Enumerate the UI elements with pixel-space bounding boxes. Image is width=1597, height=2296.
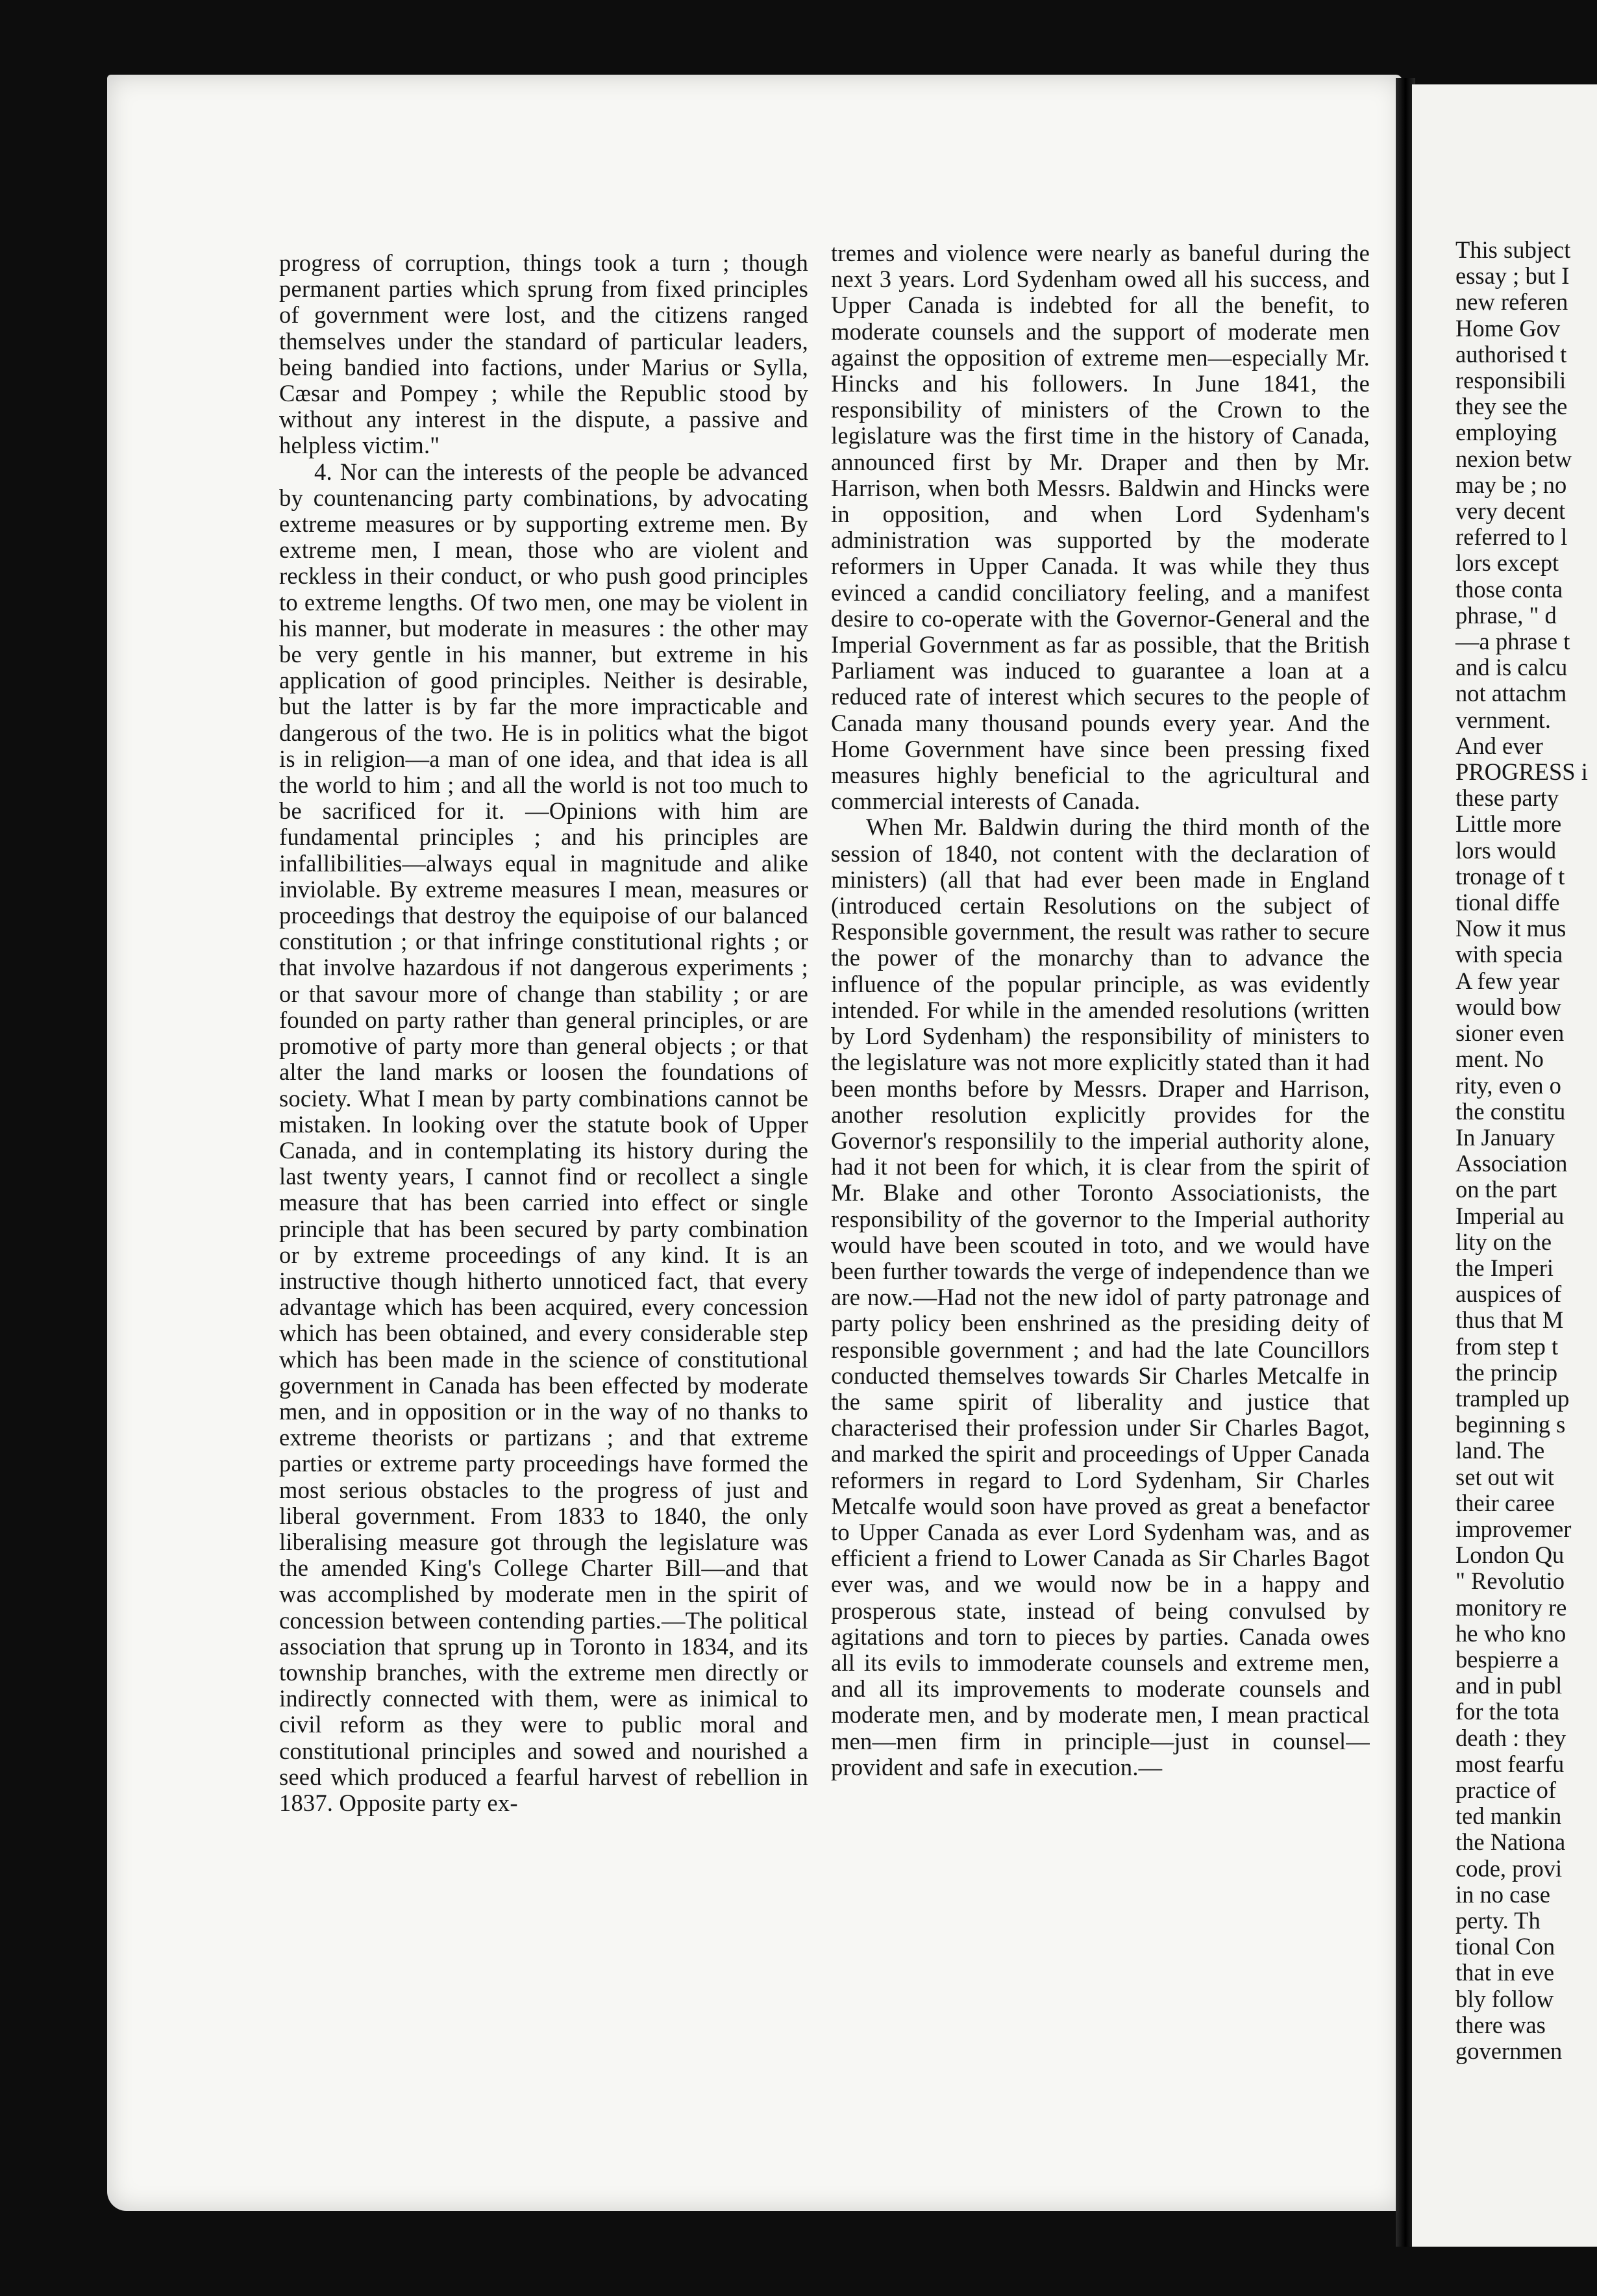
text-line: from step t <box>1455 1332 1559 1360</box>
text-line: And ever <box>1455 732 1543 759</box>
text-line: those conta <box>1455 575 1563 603</box>
text-line: ted mankin <box>1455 1803 1562 1830</box>
text-line: In January <box>1455 1123 1555 1151</box>
text-line: on the part <box>1455 1176 1557 1203</box>
text-column-3-cropped <box>1455 237 1597 2064</box>
text-line: tional diffe <box>1455 889 1560 916</box>
text-line: there was <box>1455 2011 1546 2038</box>
text-line: sioner even <box>1455 1019 1565 1047</box>
text-line: most fearfu <box>1455 1750 1565 1777</box>
text-line: and in publ <box>1455 1672 1563 1699</box>
text-line: Imperial au <box>1455 1202 1565 1229</box>
text-line: death : they <box>1455 1724 1566 1751</box>
text-line: rity, even o <box>1455 1071 1561 1099</box>
text-line: land. The <box>1455 1437 1545 1464</box>
paragraph: progress of corruption, things took a turn ; though permanent parties which sprung from fixed principles of government were lost, and the citizens ranged themselves under the standard of particular leaders, being bandied into factions, under Marius or Sylla, Cæsar and Pompey ; while the Republic stood by without any interest in the dispute, a passive and helpless victim." <box>279 249 808 459</box>
text-line: nexion betw <box>1455 445 1572 472</box>
text-line: lors would <box>1455 836 1557 864</box>
text-line: set out wit <box>1455 1463 1555 1490</box>
text-line: their caree <box>1455 1489 1555 1516</box>
text-line: bly follow <box>1455 1985 1554 2012</box>
text-line: the Nationa <box>1455 1828 1566 1856</box>
text-line: Home Gov <box>1455 314 1561 342</box>
text-line: would bow <box>1455 993 1562 1020</box>
text-line: essay ; but I <box>1455 262 1570 290</box>
text-line: and is calcu <box>1455 654 1568 681</box>
paragraph: When Mr. Baldwin during the third month of the session of 1840, not content with the declaration of ministers) (all that had ever been made in England (introduced certain Resolutions on the subject of Responsible government, the result was rather to secure the power of the monarchy than to advance the influence of the popular principle, as was evidently intended. For while in the amended resolutions (written by Lord Sydenham) the responsibility of ministers to the legislature was not more explicitly stated than it had been months before by Messrs. Draper and Harrison, another resolution explicitly provides for the Governor's responsilily to the imperial authority alone, had it not been for which, it is clear from the spirit of Mr. Blake and other Toronto Associationists, the responsibility of the governor to the Imperial authority would have been scouted in toto, and we would have been further towards the verge of independence than we are now.—Had not the new idol of party patronage and party policy been enshrined as the presiding deity of responsible government ; and had the late Councillors conducted themselves towards Sir Charles Metcalfe in the same spirit of liberality and justice that characterised their profession under Sir Charles Bagot, and marked the spirit and proceedings of Upper Canada reformers in regard to Lord Sydenham, Sir Charles Metcalfe would soon have proved as great a benefactor to Upper Canada as ever Lord Sydenham was, and as efficient a friend to Lower Canada as Sir Charles Bagot ever was, and we would now be in a happy and prosperous state, instead of being convulsed by agitations and torn to pieces by parties. Canada owes all its evils to immoderate counsels and extreme men, and all its improvements to moderate counsels and moderate men, and by moderate men, I mean practical men—men firm in principle—just in counsel—provident and safe in execution.— <box>831 814 1370 1780</box>
text-line: perty. Th <box>1455 1907 1541 1934</box>
text-line: with specia <box>1455 941 1563 968</box>
text-line: the Imperi <box>1455 1254 1554 1281</box>
text-line: tronage of t <box>1455 862 1565 890</box>
text-line: improvemer <box>1455 1515 1572 1542</box>
text-line: trampled up <box>1455 1384 1570 1412</box>
text-line: monitory re <box>1455 1593 1567 1621</box>
text-line: that in eve <box>1455 1959 1555 1986</box>
text-line: employing <box>1455 419 1557 446</box>
text-line: A few year <box>1455 967 1560 994</box>
text-line: lity on the <box>1455 1228 1552 1255</box>
text-line: tional Con <box>1455 1933 1555 1960</box>
text-line: Now it mus <box>1455 915 1566 942</box>
text-line: authorised t <box>1455 340 1567 368</box>
text-line: not attachm <box>1455 680 1567 707</box>
text-line: may be ; no <box>1455 471 1567 498</box>
text-line: auspices of <box>1455 1280 1562 1308</box>
text-line: Association <box>1455 1150 1568 1177</box>
text-line: lors except <box>1455 549 1559 577</box>
text-line: bespierre a <box>1455 1645 1559 1673</box>
text-line: beginning s <box>1455 1411 1566 1438</box>
text-line: responsibili <box>1455 367 1566 394</box>
text-line: in no case <box>1455 1880 1550 1908</box>
text-line: new referen <box>1455 288 1568 316</box>
text-line: thus that M <box>1455 1306 1564 1334</box>
text-line: practice of <box>1455 1776 1557 1803</box>
text-column-1 <box>279 250 808 1816</box>
text-line: " Revolutio <box>1455 1567 1565 1595</box>
paragraph: tremes and violence were nearly as baneful during the next 3 years. Lord Sydenham owed all his success, and Upper Canada is indebted for all the benefit, to moderate counsels and the support of moderate men against the opposition of extreme men—especially Mr. Hincks and his followers. In June 1841, the responsibility of ministers of the Crown to the legislature was the first time in the history of Canada, announced first by Mr. Draper and then by Mr. Harrison, when both Messrs. Baldwin and Hincks were in opposition, and when Lord Sydenham's administration was supported by the moderate reformers in Upper Canada. It was while they thus evinced a candid conciliatory feeling, and a manifest desire to co-operate with the Governor-General and the Imperial Government as far as possible, that the British Parliament was induced to guarantee a loan at a reduced rate of interest which secures to the people of Canada many thousand pounds every year. And the Home Government have since been pressing fixed measures highly beneficial to the agricultural and commercial interests of Canada. <box>831 240 1370 815</box>
text-line: governmen <box>1455 2038 1563 2065</box>
text-line: PROGRESS i <box>1455 758 1588 786</box>
text-line: they see the <box>1455 393 1568 420</box>
text-line: he who kno <box>1455 1619 1566 1647</box>
text-column-2 <box>831 240 1370 1780</box>
text-line: code, provi <box>1455 1854 1563 1882</box>
text-line: vernment. <box>1455 706 1551 733</box>
text-line: ment. No <box>1455 1045 1544 1073</box>
text-line: phrase, " d <box>1455 601 1557 629</box>
text-line: —a phrase t <box>1455 628 1570 655</box>
paragraph: 4. Nor can the interests of the people be advanced by countenancing party combinations, by advocating extreme measures or by supporting extreme men. By extreme men, I mean, those who are violent and reckless in their conduct, or who push good principles to extreme lengths. Of two men, one may be violent in his manner, but moderate in measures : the other may be very gentle in his manner, but extreme in his application of good principles. Neither is desirable, but the latter is by far the more impracticable and dangerous of the two. He is in politics what the bigot is in religion—a man of one idea, and that idea is all the world to him ; and all the world is not too much to be sacrificed for it. —Opinions with him are fundamental principles ; and his principles are infallibilities—always equal in magnitude and alike inviolable. By extreme measures I mean, measures or proceedings that destroy the equipoise of our balanced constitution ; or that infringe constitutional rights ; or that involve hazardous if not dangerous experiments ; or that savour more of change than stability ; or are founded on party rather than general principles, or are promotive of party more than general objects ; or that alter the land marks or loosen the foundations of society. What I mean by party combinations cannot be mistaken. In looking over the statute book of Upper Canada, and in contemplating its history during the last twenty years, I cannot find or recollect a single measure that has been carried into effect or single principle that has been secured by party combination or by extreme proceedings of any kind. It is an instructive though hitherto unnoticed fact, that every advantage which has been acquired, every concession which has been obtained, and every considerable step which has been made in the science of constitutional government in Canada has been effected by moderate men, and in opposition or in the way of no thanks to extreme theorists or partizans ; and that extreme parties or extreme party proceedings have formed the most serious obstacles to the progress of just and liberal government. From 1833 to 1840, the only liberalising measure got through the legislature was the amended King's College Charter Bill—and that was accomplished by moderate men in the spirit of concession between contending parties.—The political association that sprung up in Toronto in 1834, and its township branches, with the extreme men directly or indirectly connected with them, were as inimical to civil reform as they were to public moral and constitutional principles and sowed and nourished a seed which produced a fearful harvest of rebellion in 1837. Opposite party ex- <box>279 458 808 1816</box>
text-line: for the tota <box>1455 1698 1560 1725</box>
text-line: the princip <box>1455 1358 1558 1386</box>
text-line: London Qu <box>1455 1541 1565 1569</box>
text-line: the constitu <box>1455 1097 1566 1125</box>
text-line: these party <box>1455 784 1559 812</box>
text-line: very decent <box>1455 497 1566 525</box>
text-line: referred to l <box>1455 523 1568 551</box>
text-line: This subject <box>1455 236 1571 263</box>
text-line: Little more <box>1455 810 1562 838</box>
